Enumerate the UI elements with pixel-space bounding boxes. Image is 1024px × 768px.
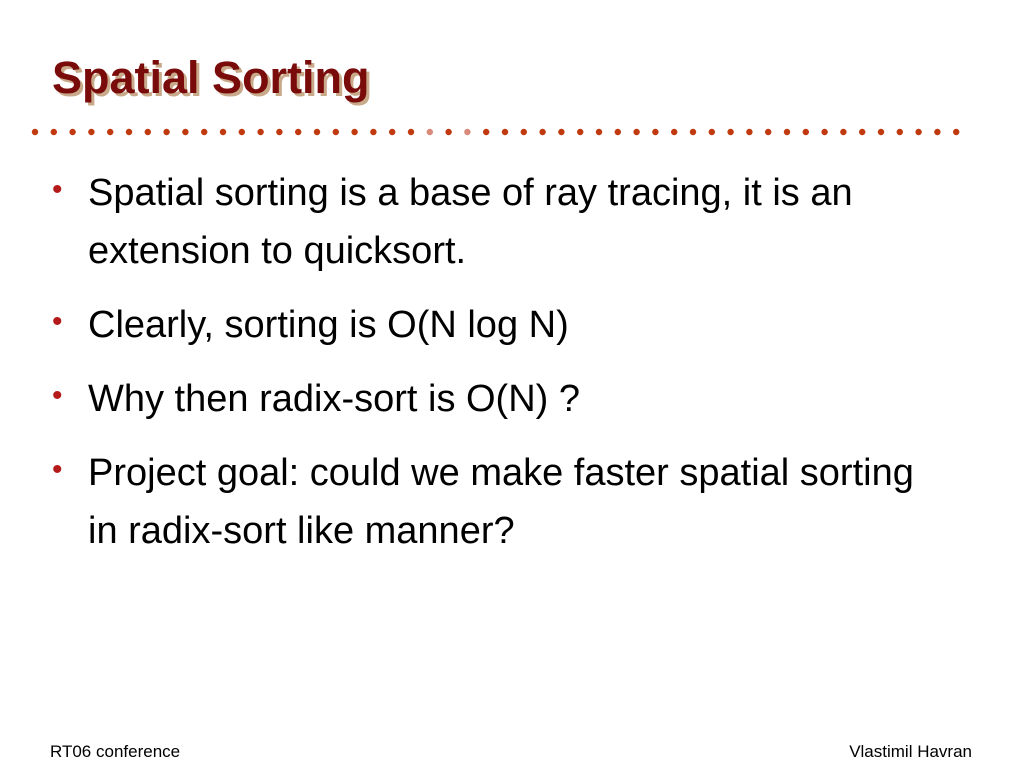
bullet-item xyxy=(48,164,948,280)
divider-dot xyxy=(464,129,470,135)
footer-conference: RT06 conference xyxy=(50,742,181,761)
divider-dot xyxy=(953,129,959,135)
divider-dot xyxy=(652,129,658,135)
divider-dot xyxy=(784,129,790,135)
divider-dot xyxy=(445,129,451,135)
divider-dot xyxy=(633,129,639,135)
divider-dot xyxy=(709,129,715,135)
divider-dot xyxy=(483,129,489,135)
divider-dot xyxy=(840,129,846,135)
divider-dot xyxy=(690,129,696,135)
divider-dot xyxy=(389,129,395,135)
divider-dot xyxy=(539,129,545,135)
footer-author: Vlastimil Havran xyxy=(849,742,972,761)
bullet-icon: • xyxy=(52,379,63,412)
bullet-text: Why then radix-sort is O(N) ? xyxy=(88,378,580,420)
divider-dot xyxy=(577,129,583,135)
divider-dot xyxy=(88,129,94,135)
divider-dot xyxy=(145,129,151,135)
divider-dot xyxy=(182,129,188,135)
bullet-text: Clearly, sorting is O(N log N) xyxy=(88,304,569,346)
title-divider-dots xyxy=(30,126,970,138)
divider-dot xyxy=(878,129,884,135)
bullet-item xyxy=(48,370,948,428)
divider-dot xyxy=(915,129,921,135)
bullet-item xyxy=(48,444,948,560)
divider-dot xyxy=(558,129,564,135)
divider-dot xyxy=(201,129,207,135)
divider-dot xyxy=(521,129,527,135)
bullet-text: Spatial sorting is a base of ray tracing, it is an extension to quicksort. xyxy=(88,172,853,272)
divider-dot xyxy=(32,129,38,135)
divider-dot xyxy=(727,129,733,135)
bullet-item xyxy=(48,296,948,354)
divider-dot xyxy=(859,129,865,135)
divider-dot xyxy=(934,129,940,135)
divider-dot xyxy=(126,129,132,135)
divider-dot xyxy=(596,129,602,135)
divider-dot xyxy=(671,129,677,135)
divider-dot xyxy=(239,129,245,135)
divider-dot xyxy=(408,129,414,135)
divider-dot xyxy=(615,129,621,135)
bullet-icon: • xyxy=(52,173,63,206)
bullet-icon: • xyxy=(52,305,63,338)
divider-dot xyxy=(803,129,809,135)
divider-dot xyxy=(163,129,169,135)
divider-dot xyxy=(370,129,376,135)
divider-dot xyxy=(333,129,339,135)
divider-dot xyxy=(765,129,771,135)
slide-title: Spatial Sorting xyxy=(52,52,370,103)
divider-dot xyxy=(257,129,263,135)
bullet-list xyxy=(48,164,948,576)
divider-dot xyxy=(897,129,903,135)
divider-dot xyxy=(502,129,508,135)
divider-dot xyxy=(314,129,320,135)
divider-dot xyxy=(351,129,357,135)
bullet-icon: • xyxy=(52,453,63,486)
divider-dot xyxy=(51,129,57,135)
divider-dot xyxy=(746,129,752,135)
divider-dot xyxy=(821,129,827,135)
divider-dot xyxy=(69,129,75,135)
divider-dot xyxy=(427,129,433,135)
bullet-text: Project goal: could we make faster spatial sorting in radix-sort like manner? xyxy=(88,452,914,552)
divider-dot xyxy=(107,129,113,135)
divider-dot xyxy=(295,129,301,135)
divider-dot xyxy=(220,129,226,135)
divider-dot xyxy=(276,129,282,135)
